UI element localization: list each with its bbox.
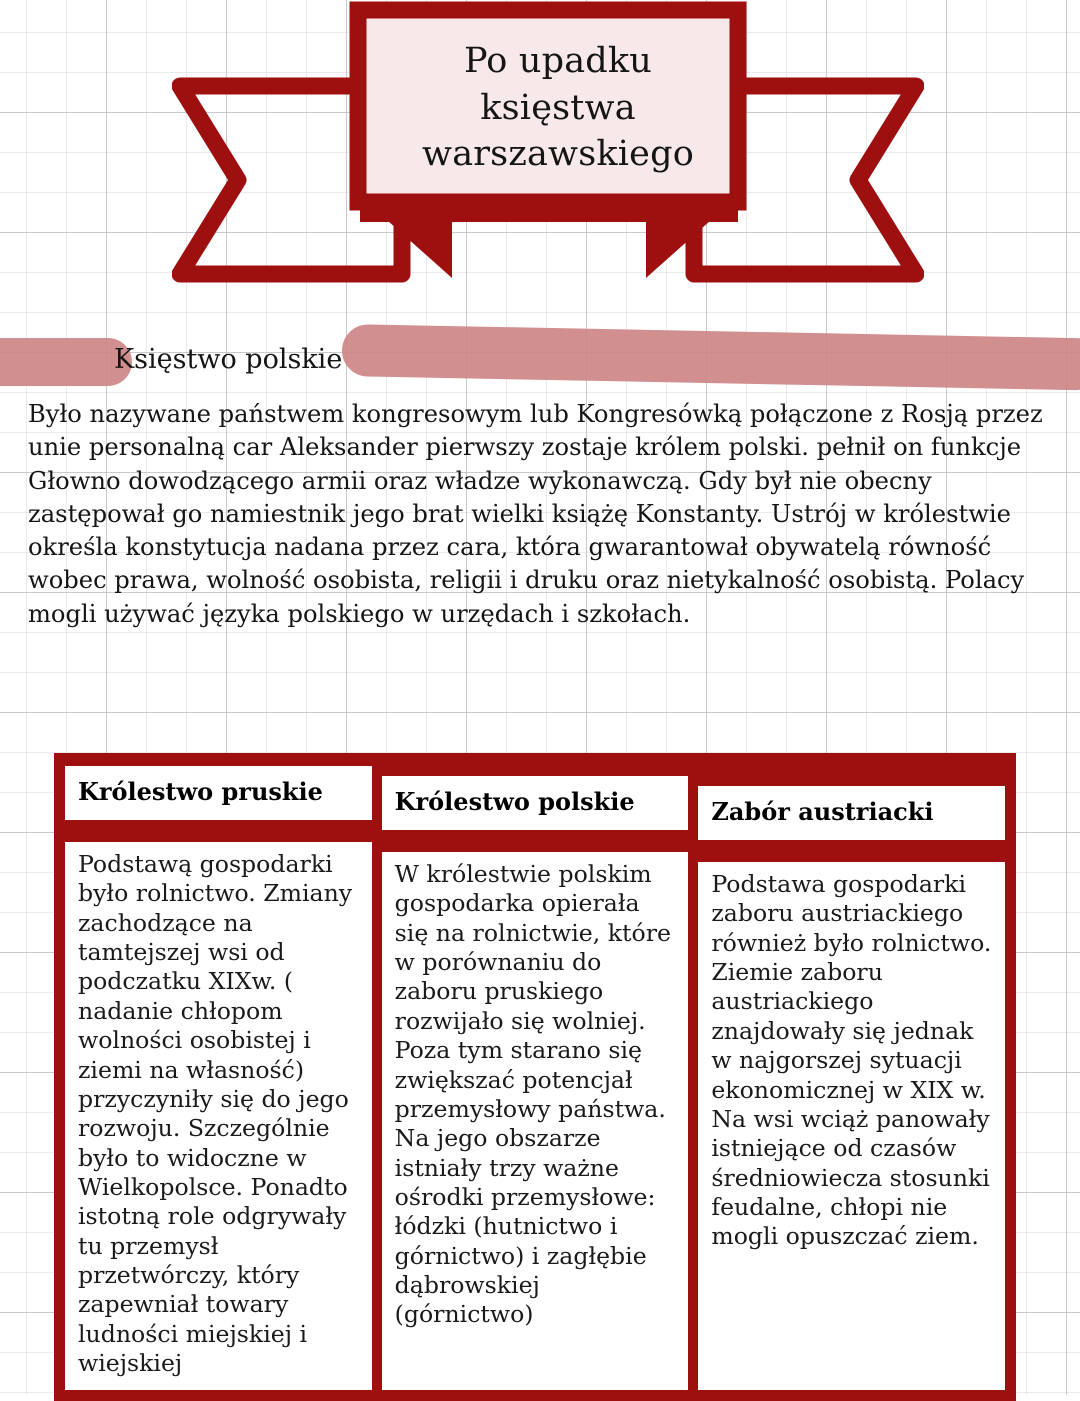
column-header-prussian: Królestwo pruskie [65,766,372,820]
highlighter-stroke-left [0,338,132,386]
banner-title [368,22,748,194]
banner-title-line-2: księstwa [480,87,636,128]
section-heading-label: Księstwo polskie [114,344,343,375]
table-column-prussian [65,764,372,1390]
column-body-polish: W królestwie polskim gospodarka opierała się na rolnictwie, które w porównaniu do zaboru pruskiego rozwijało się wolniej. Poza tym starano się zwiększać potencjał przemysłowy państwa. Na jego obszarze istniały trzy ważne ośrodki przemysłowe: łódzki (hutnictwo i górnictwo) i zagłębie dąbrowskiej (górnictwo) [382,852,689,1390]
title-ribbon-banner [172,0,924,292]
comparison-table [54,753,1016,1401]
table-column-austrian [698,764,1005,1390]
header-slot-polish [382,764,689,842]
column-header-polish: Królestwo polskie [382,776,689,830]
banner-title-line-1: Po upadku [463,40,653,81]
section-heading-block [0,316,1080,390]
header-slot-prussian [65,764,372,842]
column-header-austrian: Zabór austriacki [698,786,1005,840]
intro-paragraph: Było nazywane państwem kongresowym lub Kongresówką połączone z Rosją przez unie personalną car Aleksander pierwszy zostaje królem polski. pełnił on funkcje Głowno dowodzącego armii oraz władze wykonawczą. Gdy był nie obecny zastępował go namiestnik jego brat wielki książę Konstanty. Ustrój w królestwie określa konstytucja nadana przez cara, która gwarantował obywatelą równość wobec prawa, wolność osobista, religii i druku oraz nietykalność osobistą. Polacy mogli używać języka polskiego w urzędach i szkołach. [28,400,1043,628]
header-slot-austrian [698,764,1005,842]
column-body-austrian: Podstawa gospodarki zaboru austriackiego również było rolnictwo. Ziemie zaboru austriackiego znajdowały się jednak w najgorszej sytuacji ekonomicznej w XIX w. Na wsi wciąż panowały istniejące od czasów średniowiecza stosunki feudalne, chłopi nie mogli opuszczać ziem. [698,862,1005,1390]
banner-title-line-3: warszawskiego [422,134,694,175]
column-body-prussian: Podstawą gospodarki było rolnictwo. Zmiany zachodzące na tamtejszej wsi od podczatku XIXw. ( nadanie chłopom wolności osobistej i ziemi na własność) przyczyniły się do jego rozwoju. Szczególnie było to widoczne w Wielkopolsce. Ponadto istotną role odgrywały tu przemysł przetwórczy, który zapewniał towary ludności miejskiej i wiejskiej [65,842,372,1390]
table-column-polish [382,764,689,1390]
highlighter-stroke-right [342,324,1080,391]
